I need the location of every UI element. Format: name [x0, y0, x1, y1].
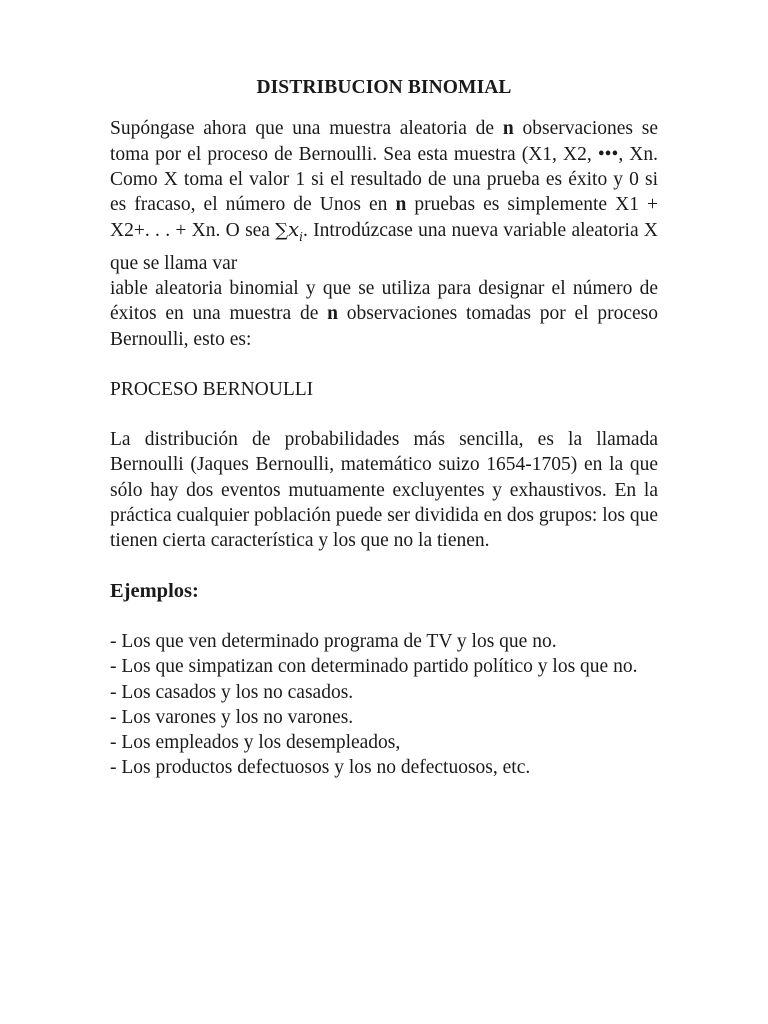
- list-item: - Los empleados y los desempleados,: [110, 732, 401, 754]
- list-item: - Los que ven determinado programa de TV y los que no.: [110, 630, 557, 652]
- document-title: DISTRIBUCION BINOMIAL: [256, 77, 512, 98]
- variable-x: x: [288, 218, 300, 242]
- section-heading: PROCESO BERNOULLI: [110, 378, 314, 400]
- examples-list: [110, 629, 658, 781]
- paragraph-text: iable aleatoria binomial y que se utiliza para designar el número de éxitos en una muestra de: [110, 277, 658, 325]
- variable-x-i: [288, 218, 303, 245]
- paragraph-bernoulli: La distribución de probabilidades más sencilla, es la llamada Bernoulli (Jaques Bernoulli, matemático suizo 1654-1705) en la que sólo hay dos eventos mutuamente excluyentes y exhaustivos. En la práctica cualquier población puede ser dividida en dos grupos: los que tienen cierta característica y los que no la tienen.: [110, 429, 658, 552]
- spacer: [110, 554, 658, 579]
- paragraph-text: . Introdúzcase una nueva variable aleatoria X que se llama var: [110, 220, 659, 274]
- bold-n: n: [395, 194, 407, 216]
- paragraph-text: observaciones se toma por el proceso de Bernoulli. Sea esta muestra (X1, X2, •••, Xn. Como X toma el valor 1 si el resultado de una prueba es éxito y 0 si es fracaso, el número de Unos en: [110, 118, 659, 216]
- document-page: [110, 75, 658, 781]
- spacer: [110, 352, 658, 377]
- list-item: - Los que simpatizan con determinado partido político y los que no.: [110, 656, 638, 678]
- paragraph-binomial-intro: [110, 116, 658, 352]
- bold-n: n: [327, 303, 338, 325]
- list-item: - Los productos defectuosos y los no defectuosos, etc.: [110, 757, 531, 779]
- paragraph-text: pruebas es simplemente X1 + X2+. . . + Xn. O sea: [110, 194, 658, 242]
- list-item: - Los casados y los no casados.: [110, 681, 354, 703]
- spacer: [110, 604, 658, 629]
- examples-heading: Ejemplos:: [110, 579, 199, 602]
- summation-symbol: ∑: [275, 220, 289, 242]
- bold-n: n: [502, 118, 514, 140]
- list-item: - Los varones y los no varones.: [110, 706, 354, 728]
- paragraph-text: Supóngase ahora que una muestra aleatoria de: [110, 118, 503, 140]
- subscript-i: i: [299, 230, 303, 245]
- spacer: [110, 402, 658, 427]
- paragraph-text: observaciones tomadas por el proceso Bernoulli, esto es:: [110, 303, 658, 350]
